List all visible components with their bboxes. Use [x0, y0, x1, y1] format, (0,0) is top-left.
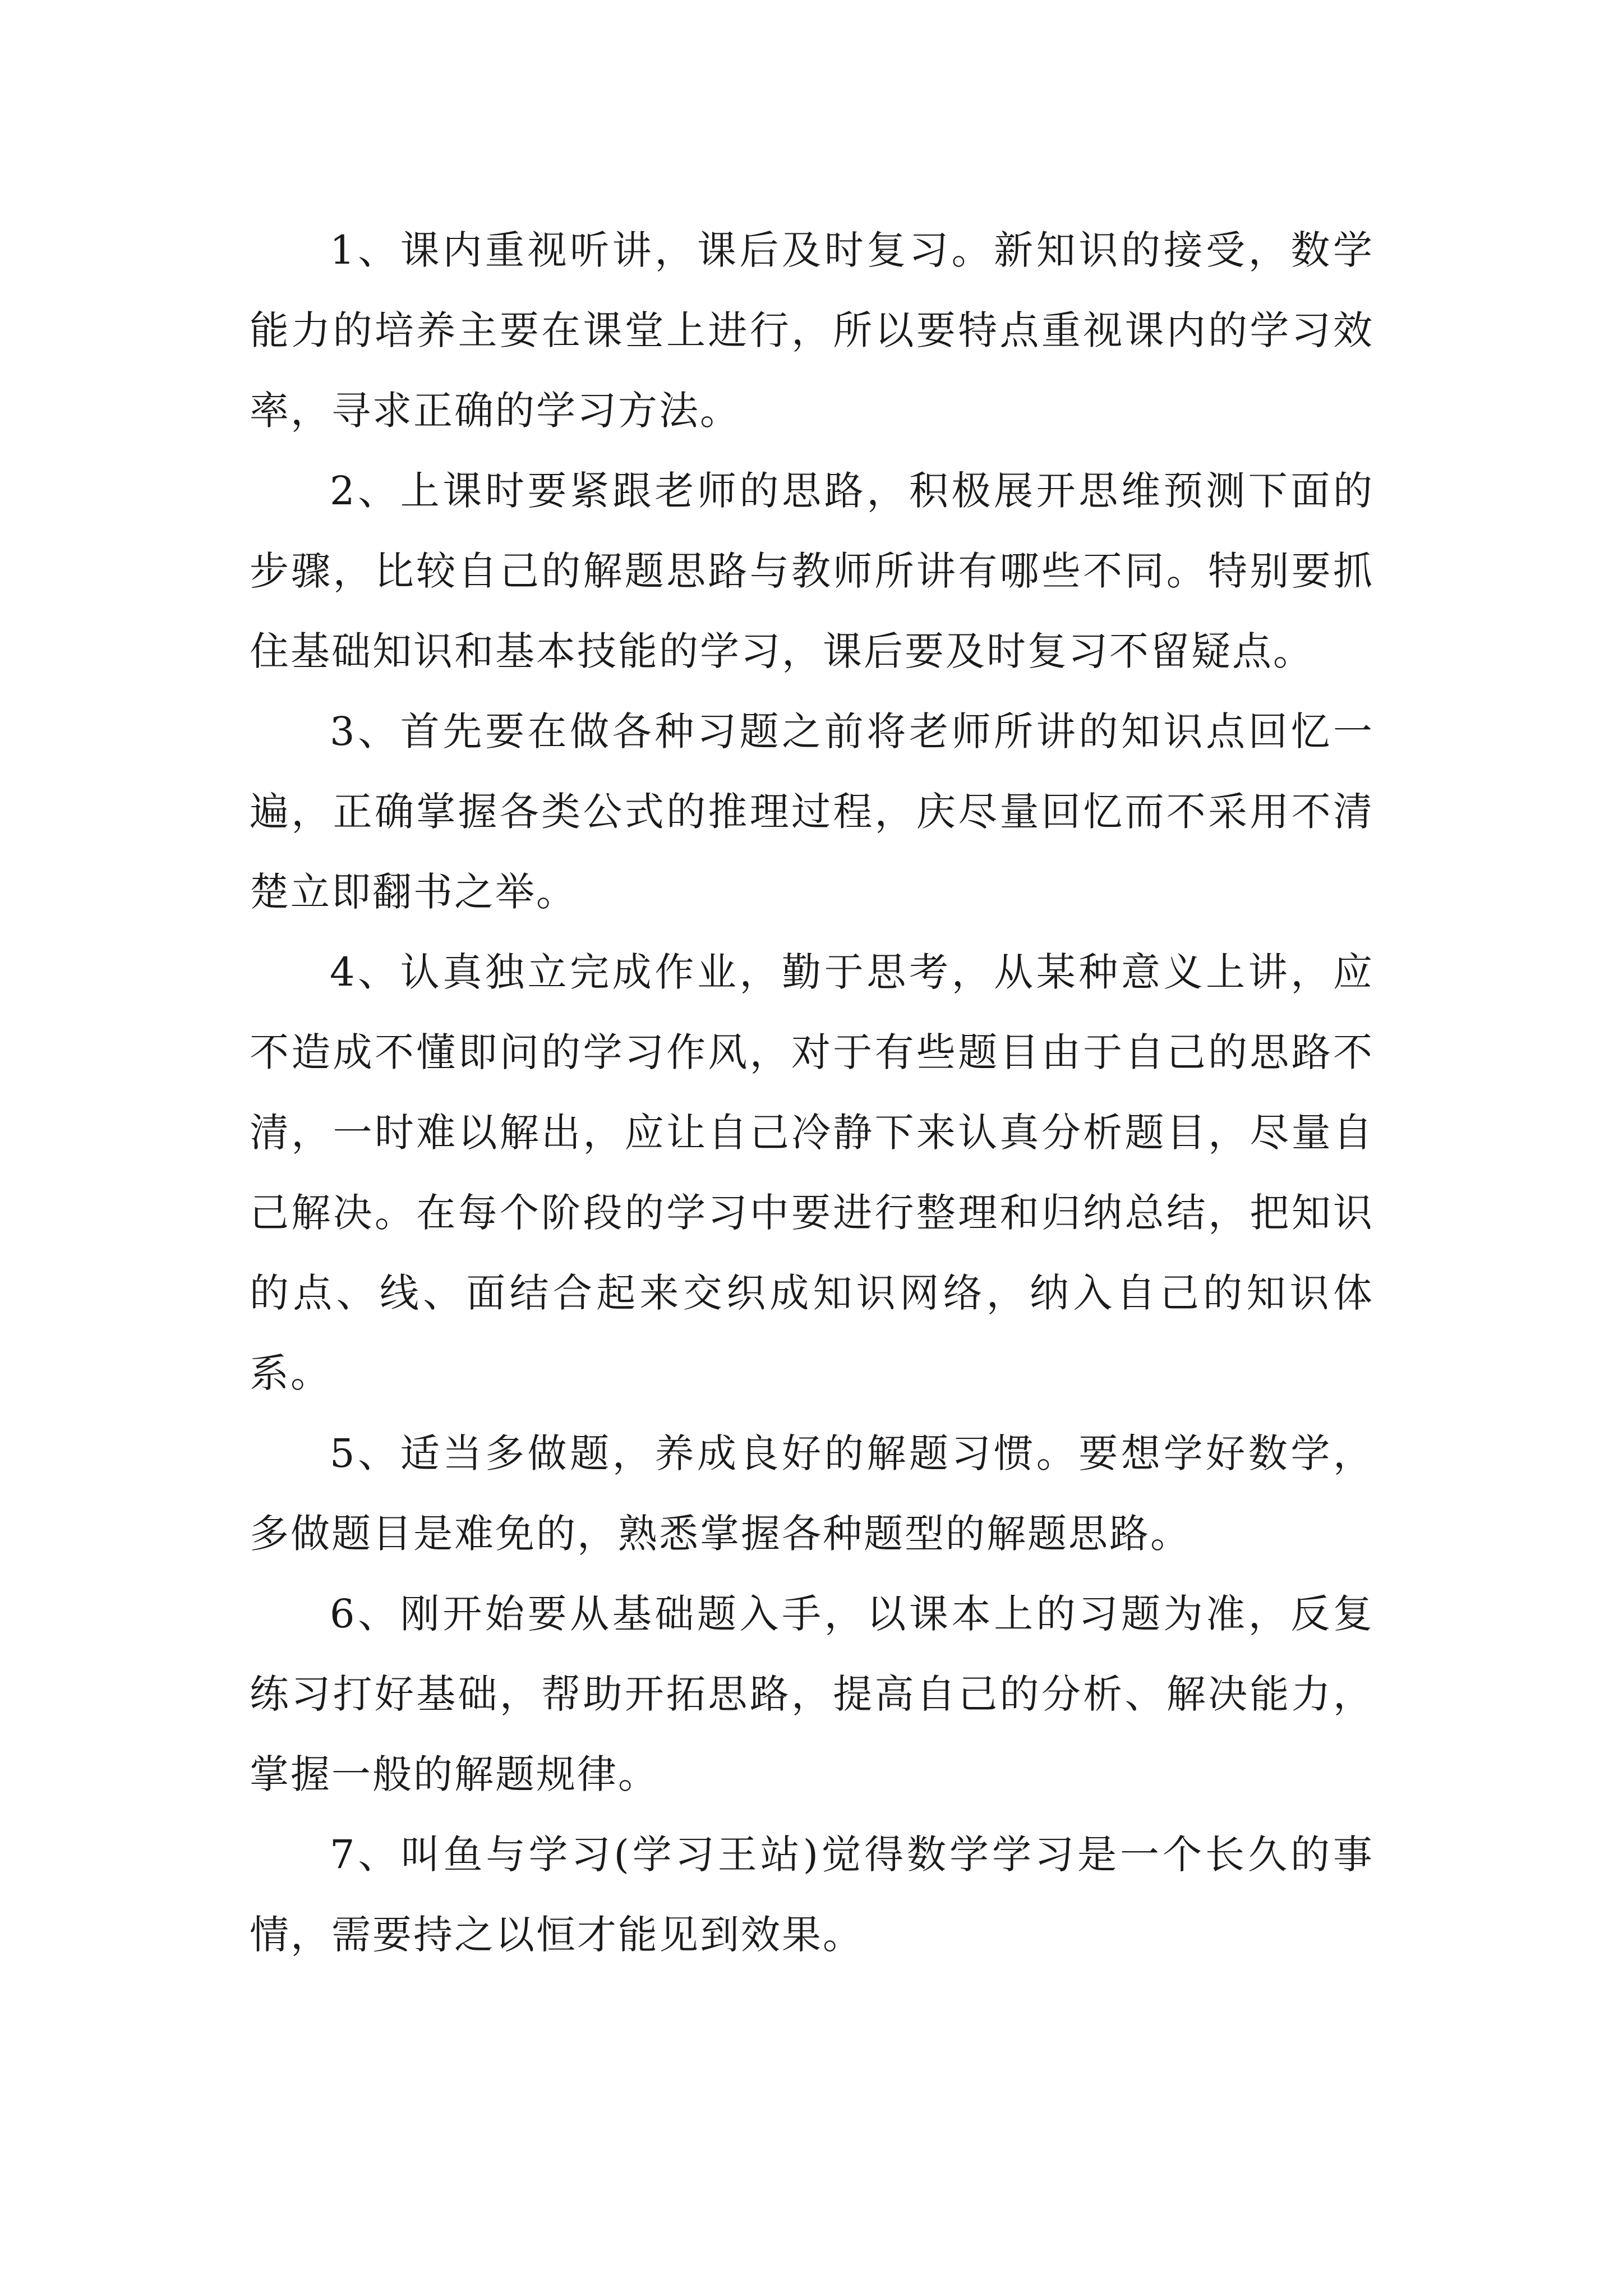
paragraph-3: 3、首先要在做各种习题之前将老师所讲的知识点回忆一遍，正确掌握各类公式的推理过程，庆尽量回忆而不采用不清楚立即翻书之举。	[250, 708, 1374, 915]
paragraph-1: 1、课内重视听讲，课后及时复习。新知识的接受，数学能力的培养主要在课堂上进行，所以要特点重视课内的学习效率，寻求正确的学习方法。	[250, 227, 1374, 434]
paragraph-4: 4、认真独立完成作业，勤于思考，从某种意义上讲，应不造成不懂即问的学习作风，对于有些题目由于自己的思路不清，一时难以解出，应让自己冷静下来认真分析题目，尽量自己解决。在每个阶段的学习中要进行整理和归纳总结，把知识的点、线、面结合起来交织成知识网络，纳入自己的知识体系。	[250, 949, 1374, 1396]
paragraph-7: 7、叫鱼与学习(学习王站)觉得数学学习是一个长久的事情，需要持之以恒才能见到效果。	[250, 1832, 1374, 1958]
document-body	[250, 210, 1374, 1975]
paragraph-6: 6、刚开始要从基础题入手，以课本上的习题为准，反复练习打好基础，帮助开拓思路，提高自己的分析、解决能力，掌握一般的解题规律。	[250, 1591, 1374, 1797]
paragraph-5: 5、适当多做题，养成良好的解题习惯。要想学好数学，多做题目是难免的，熟悉掌握各种题型的解题思路。	[250, 1430, 1374, 1557]
paragraph-2: 2、上课时要紧跟老师的思路，积极展开思维预测下面的步骤，比较自己的解题思路与教师所讲有哪些不同。特别要抓住基础知识和基本技能的学习，课后要及时复习不留疑点。	[250, 468, 1374, 674]
